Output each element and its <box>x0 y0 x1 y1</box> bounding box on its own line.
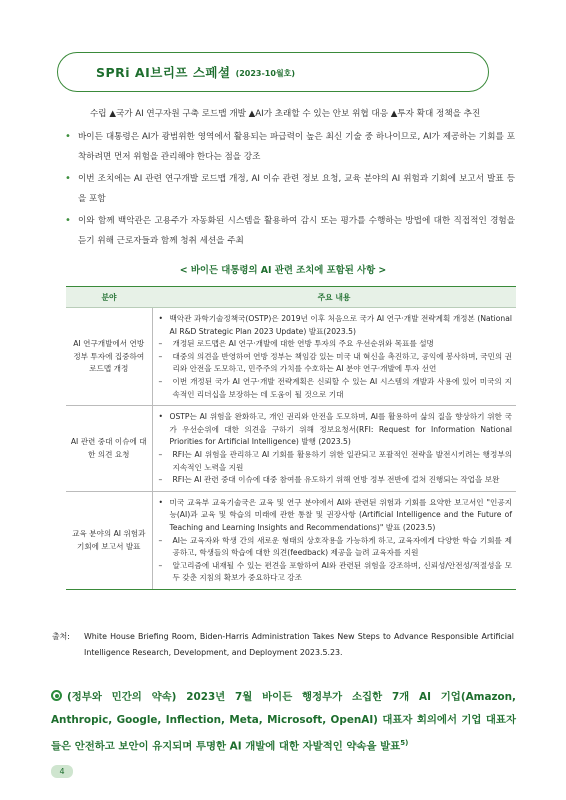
source-text: White House Briefing Room, Biden-Harris Administration Takes New Steps to Advance Responsible Artificial Intelligence Research, Development, and Deployment 2023.5.23. <box>84 632 514 657</box>
bullet-list <box>65 127 515 253</box>
bullet-marker: • <box>65 131 71 142</box>
row-content <box>152 308 516 406</box>
measures-table <box>66 286 516 590</box>
column-header-field: 분야 <box>66 287 152 308</box>
row-content <box>152 491 516 589</box>
sub-entry: – RFI는 AI 관련 중대 이슈에 대중 참여를 유도하기 위해 연방 정부 전반에 걸쳐 진행되는 작업을 보완 <box>158 475 500 485</box>
main-entry: • 미국 교육부 교육기술국은 교육 및 연구 분야에서 AI와 관련된 위험과 기회를 요약한 보고서인 "인공지능(AI)과 교육 및 학습의 미래에 관한 통찰 및 권장사항 (Artificial Intelligence and the Future of Teaching and Learning Insights and Recommendations)" 발표 (2023.5) <box>158 497 512 532</box>
sub-entry: – 개정된 로드맵은 AI 연구·개발에 대한 연방 투자의 주요 우선순위와 목표를 설명 <box>158 339 434 349</box>
source-citation <box>52 629 514 661</box>
issue-header <box>57 52 489 92</box>
bullet-marker: • <box>65 215 71 226</box>
brand-title: SPRi AI브리프 스페셜 <box>96 65 231 80</box>
sub-entry: – 알고리즘에 내재될 수 있는 편견을 포함하여 AI와 관련된 위험을 강조하며, 신뢰성/안전성/적절성을 모두 갖춘 지침의 확보가 중요하다고 강조 <box>158 560 512 583</box>
bullet-item: • 바이든 대통령은 AI가 광범위한 영역에서 활용되는 파급력이 높은 최신 기술 중 하나이므로, AI가 제공하는 기회를 포착하려면 먼저 위험을 관리해야 한다는 점을 강조 <box>65 127 515 167</box>
main-entry: • OSTP는 AI 위험을 완화하고, 개인 권리와 안전을 도모하며, AI를 활용하여 삶의 질을 향상하기 위한 국가 우선순위에 대한 의견을 구하기 위해 정보요청서(RFI: Request for Information National Priorities for Artificial Intelligence) 발행 (2023.5) <box>158 412 512 447</box>
sub-entry: – AI는 교육자와 학생 간의 새로운 형태의 상호작용을 가능하게 하고, 교육자에게 다양한 학습 기회를 제공하고, 학생들의 학습에 대한 의견(feedback) 제공을 늘려 교육자를 지원 <box>158 535 512 558</box>
sub-entry: – RFI는 AI 위험을 관리하고 AI 기회를 활용하기 위한 일관되고 포괄적인 전략을 발전시키려는 행정부의 지속적인 노력을 지원 <box>158 449 512 472</box>
bullet-marker: • <box>65 173 71 184</box>
table-row <box>66 406 516 492</box>
page-number: 4 <box>51 765 73 778</box>
table-row <box>66 308 516 406</box>
main-entry: • 백악관 과학기술정책국(OSTP)은 2019년 이후 처음으로 국가 AI 연구·개발 전략계획 개정본 (National AI R&D Strategic Plan 2023 Update) 발표(2023.5) <box>158 314 512 336</box>
row-category: AI 관련 중대 이슈에 대한 의견 요청 <box>66 406 152 492</box>
bullet-item: • 이번 조치에는 AI 관련 연구개발 로드맵 개정, AI 이슈 관련 정보 요청, 교육 분야의 AI 위험과 기회에 보고서 발표 등을 포함 <box>65 169 515 209</box>
row-content <box>152 406 516 492</box>
row-category: 교육 분야의 AI 위험과 기회에 보고서 발표 <box>66 491 152 589</box>
continuation-text: 수립 ▲국가 AI 연구자원 구축 로드맵 개발 ▲AI가 초래할 수 있는 안보 위협 대응 ▲투자 확대 정책을 추진 <box>90 109 481 119</box>
sub-entry: – 대중의 의견을 반영하여 연방 정부는 책임감 있는 미국 내 혁신을 촉진하고, 공익에 봉사하며, 국민의 권리와 안전을 도모하고, 민주주의 가치를 수호하는 AI 분야 연구·개발에 투자 선언 <box>158 351 512 374</box>
row-category: AI 연구개발에서 연방 정부 투자에 집중하여 로드맵 개정 <box>66 308 152 406</box>
column-header-content: 주요 내용 <box>152 287 516 308</box>
issue-date: (2023-10월호) <box>235 68 296 78</box>
sub-entry: – 이번 개정된 국가 AI 연구·개발 전략계획은 신뢰할 수 있는 AI 시스템의 개발과 사용에 있어 미국의 지속적인 리더십을 보장하는 데 도움이 될 것으로 기대 <box>158 376 512 399</box>
source-label: 출처: <box>52 632 70 641</box>
table-row <box>66 491 516 589</box>
table-caption: < 바이든 대통령의 AI 관련 조치에 포함된 사항 > <box>179 265 387 276</box>
highlight-paragraph: (정부와 민간의 약속) 2023년 7월 바이든 행정부가 소집한 7개 AI 기업(Amazon, Anthropic, Google, Inflection, Meta, Microsoft, OpenAI) 대표자 회의에서 기업 대표자들은 안전하고 보안이 유지되며 투명한 AI 개발에 대한 자발적인 약속을 발표$^{5)}$ <box>51 691 516 753</box>
footnote-ref[interactable]: 5) <box>400 739 409 747</box>
bullet-item: • 이와 함께 백악관은 고용주가 자동화된 시스템을 활용하여 감시 또는 평가를 수행하는 방법에 대한 직접적인 경험을 듣기 위해 근로자들과 함께 청취 세션을 주최 <box>65 211 515 251</box>
target-bullet-icon <box>51 690 62 701</box>
